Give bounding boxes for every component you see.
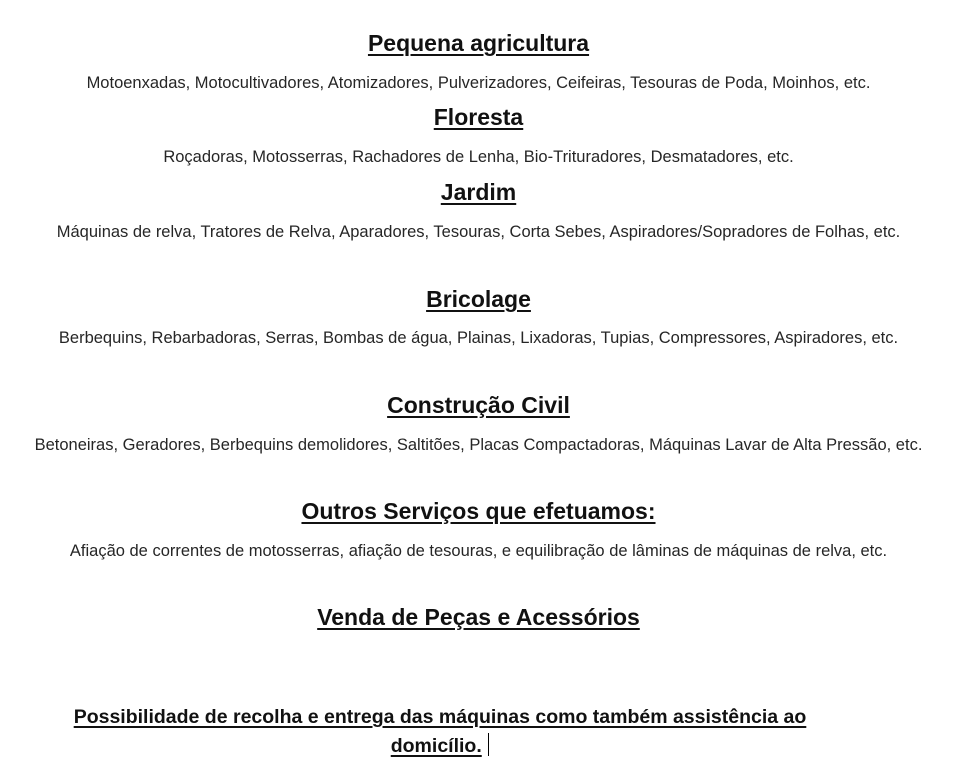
heading-pequena-agricultura: Pequena agricultura [367,30,590,56]
text-bricolage: Berbequins, Rebarbadoras, Serras, Bombas de água, Plainas, Lixadoras, Tupias, Compressores, Aspiradores, etc. [58,329,899,347]
heading-venda-pecas: Venda de Peças e Acessórios [317,604,640,630]
pickup-delivery-notice[interactable] [30,703,850,761]
pickup-delivery-text: Possibilidade de recolha e entrega das máquinas como também assistência ao domicílio. [73,706,807,757]
text-floresta: Roçadoras, Motosserras, Rachadores de Lenha, Bio-Trituradores, Desmatadores, etc. [163,148,794,166]
text-pequena-agricultura: Motoenxadas, Motocultivadores, Atomizadores, Pulverizadores, Ceifeiras, Tesouras de Poda, Moinhos, etc. [86,74,871,92]
heading-outros-servicos: Outros Serviços que efetuamos: [301,498,656,524]
text-construcao-civil: Betoneiras, Geradores, Berbequins demolidores, Saltitões, Placas Compactadoras, Máquinas Lavar de Alta Pressão, etc. [34,436,923,454]
heading-bricolage: Bricolage [426,286,531,312]
heading-jardim: Jardim [440,179,517,205]
text-jardim: Máquinas de relva, Tratores de Relva, Aparadores, Tesouras, Corta Sebes, Aspiradores/Sopradores de Folhas, etc. [56,223,901,241]
heading-construcao-civil: Construção Civil [387,392,570,418]
heading-floresta: Floresta [433,104,524,130]
text-outros-servicos: Afiação de correntes de motosserras, afiação de tesouras, e equilibração de lâminas de máquinas de relva, etc. [69,542,888,560]
text-cursor-caret [488,733,490,756]
